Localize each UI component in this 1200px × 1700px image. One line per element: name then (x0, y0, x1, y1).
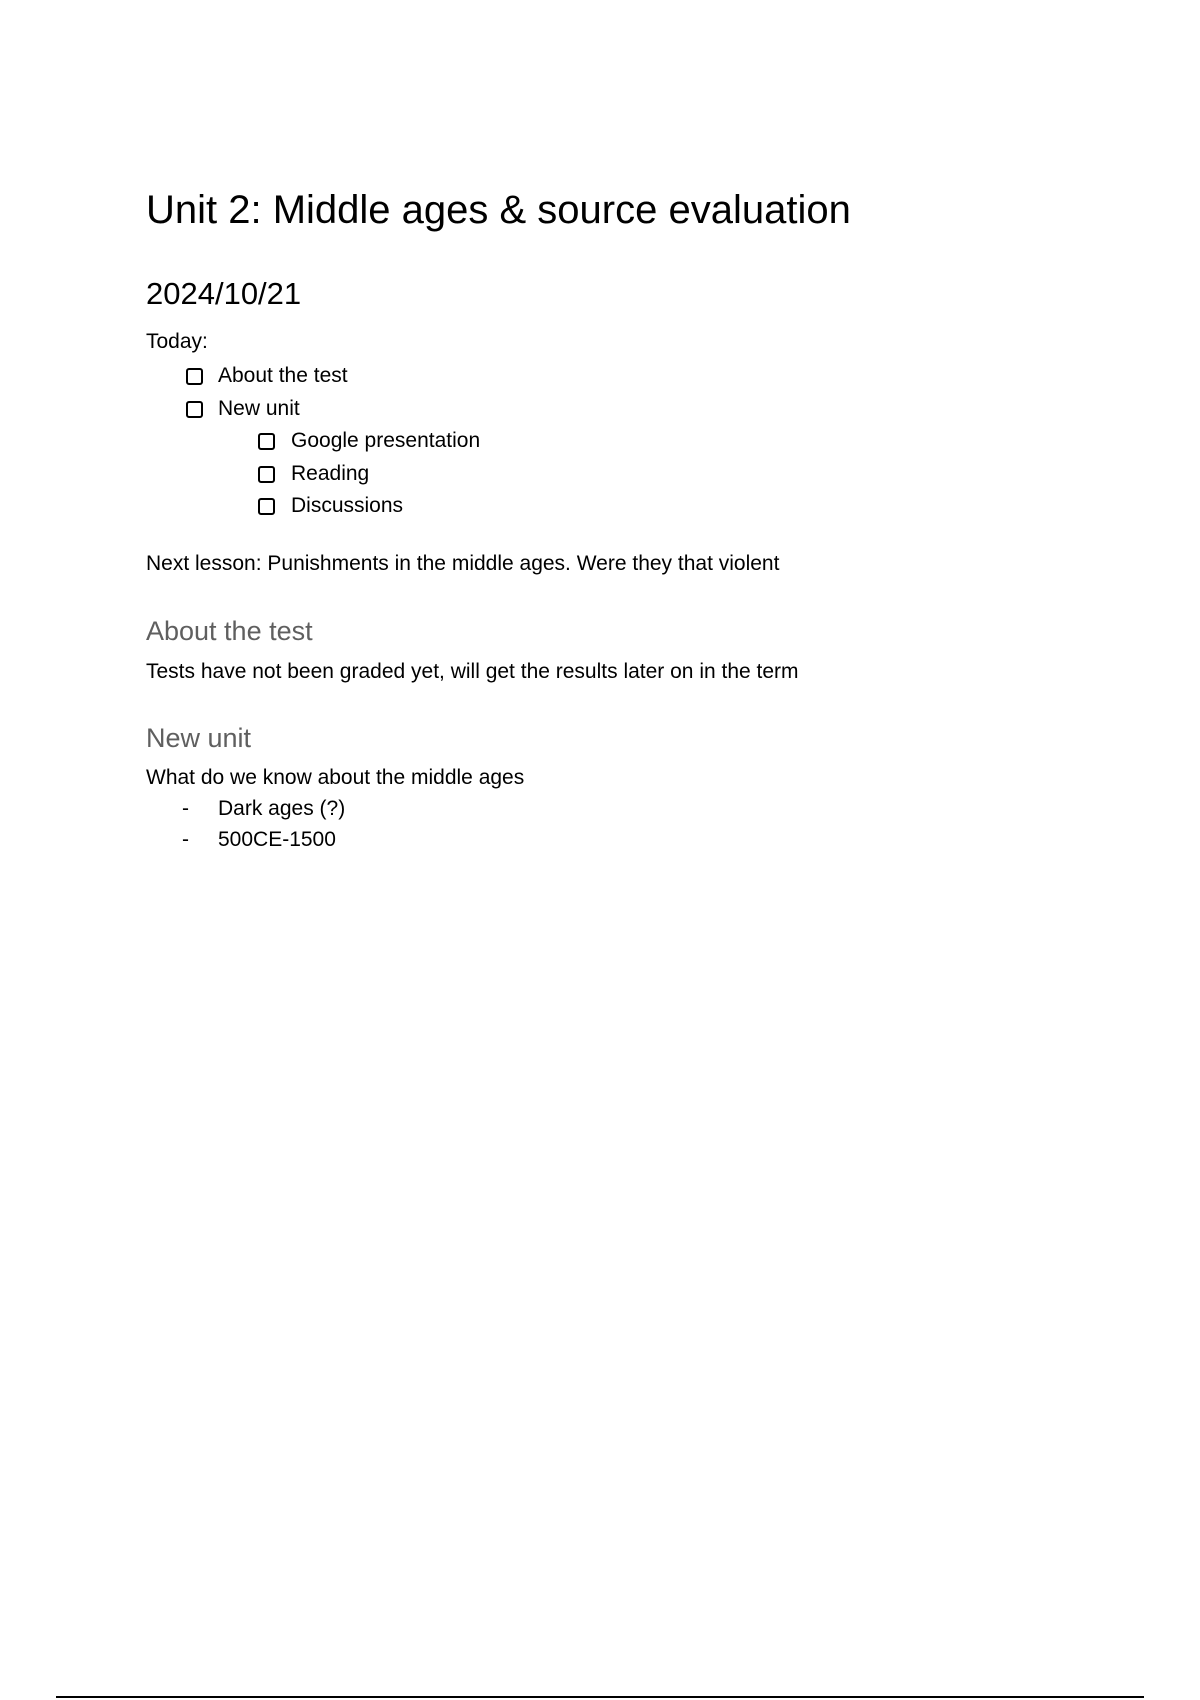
dash-bullet-icon: - (182, 827, 189, 851)
checklist-item-label: New unit (218, 396, 300, 420)
dash-bullet-icon: - (182, 797, 189, 820)
today-label: Today: (146, 330, 208, 353)
section-text-new-unit: What do we know about the middle ages (146, 766, 525, 789)
next-lesson-note: Next lesson: Punishments in the middle ages. Were they that violent (146, 552, 780, 575)
page-bottom-rule (56, 1696, 1144, 1698)
checkbox[interactable] (258, 498, 275, 515)
list-item-label: Dark ages (?) (218, 797, 346, 820)
page-title: Unit 2: Middle ages & source evaluation (146, 188, 851, 232)
checklist-item-label: Reading (291, 461, 370, 485)
section-text-about-the-test: Tests have not been graded yet, will get the results later on in the term (146, 660, 799, 683)
checklist-item-label: About the test (218, 364, 348, 387)
checklist-item-label: Discussions (291, 494, 404, 517)
checkbox[interactable] (186, 401, 203, 418)
checkbox[interactable] (258, 466, 275, 483)
list-item-label: 500CE-1500 (218, 827, 336, 851)
date-heading: 2024/10/21 (146, 276, 302, 311)
checklist-item-label: Google presentation (291, 429, 481, 452)
checkbox[interactable] (258, 433, 275, 450)
section-heading-about-the-test: About the test (146, 616, 313, 646)
section-heading-new-unit: New unit (146, 723, 252, 753)
checkbox[interactable] (186, 368, 203, 385)
